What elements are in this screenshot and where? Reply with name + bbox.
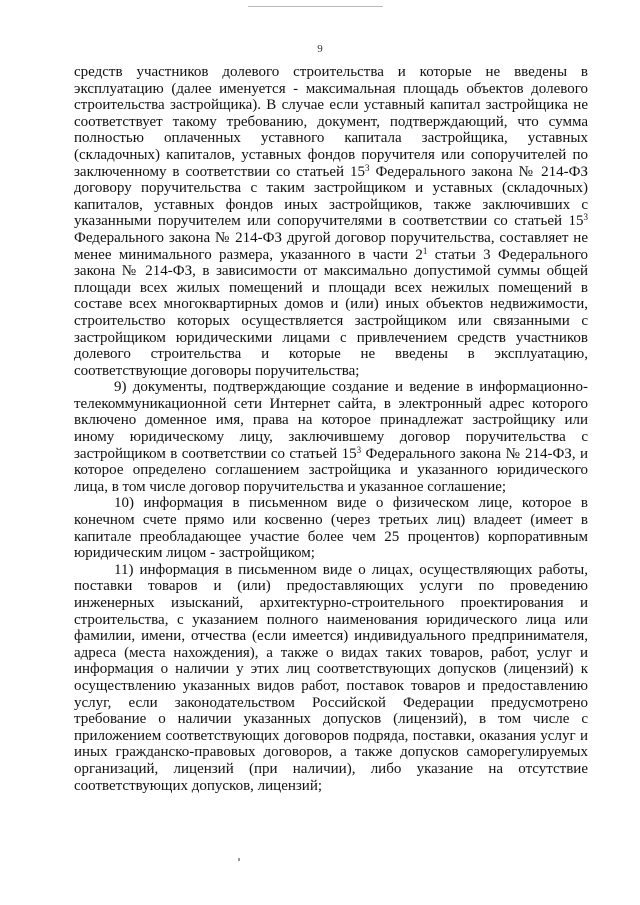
paragraph-item-10: 10) информация в письменном виде о физическом лице, которое в конечном счете прямо или косвенно (через третьих лиц) владеет (имеет в капитале преобладающее участие более чем 25 процентов) корпоративным юридическим лицом - застройщиком; (74, 495, 588, 562)
document-body (74, 64, 588, 794)
paragraph-item-9: 9) документы, подтверждающие создание и ведение в информационно-телекоммуникационной сети Интернет сайта, в электронный адрес которого включено доменное имя, права на которое принадлежат застройщику или иному юридическому лицу, заключившему договор поручительства с застройщиком в соответствии со статьей $15^3$ Федерального закона № 214-ФЗ, и которое определено соглашением застройщика и указанного юридического лица, в том числе договор поручительства и указанное соглашение; (74, 379, 589, 495)
paragraph-item-11: 11) информация в письменном виде о лицах, осуществляющих работы, поставки товаров и (или) предоставляющих услуги по проведению инженерных изысканий, архитектурно-строительного проектирования и строительства, с указанием полного наименования юридического лица или фамилии, имени, отчества (если имеется) индивидуального предпринимателя, адреса (места нахождения), а также о видах таких товаров, работ, услуг и информация о наличии у этих лиц соответствующих допусков (лицензий) к осуществлению указанных видов работ, поставок товаров и предоставлению услуг, если законодательством Российской Федерации предусмотрено требование о наличии указанных допусков (лицензий), в том числе с приложением соответствующих договоров подряда, поставки, оказания услуг и иных гражданско-правовых договоров, а также допусков саморегулируемых организаций, лицензий (при наличии), либо указание на отсутствие соответствующих допусков, лицензий; (74, 561, 588, 794)
paragraph-continuation: средств участников долевого строительства и которые не введены в эксплуатацию (далее именуется - максимальная площадь объектов долевого строительства застройщика). В случае если уставный капитал застройщика не соответствует такому требованию, документ, подтверждающий, что сумма полностью оплаченных уставного капитала застройщика, уставных (складочных) капиталов, уставных фондов поручителя или сопоручителей по заключенному в соответствии со статьей $15^3$ Федерального закона № 214-ФЗ договору поручительства с таким застройщиком и уставных (складочных) капиталов, уставных фондов иных застройщиков, также заключивших с указанными поручителем или сопоручителями в соответствии со статьей $15^3$ Федерального закона № 214-ФЗ другой договор поручительства, составляет не менее минимального размера, указанного в части $2^1$ статьи 3 Федерального закона № 214-ФЗ, в зависимости от максимально допустимой суммы общей площади всех жилых помещений и площади всех нежилых помещений в составе всех многоквартирных домов и (или) иных объектов недвижимости, строительство которых осуществляется застройщиком или связанными с застройщиком юридическими лицами с привлечением средств участников долевого строительства и которые не введены в эксплуатацию, соответствующие договоры поручительства; (74, 64, 588, 379)
scan-speck (238, 858, 240, 861)
page-number: 9 (317, 43, 323, 55)
top-divider (248, 6, 383, 7)
